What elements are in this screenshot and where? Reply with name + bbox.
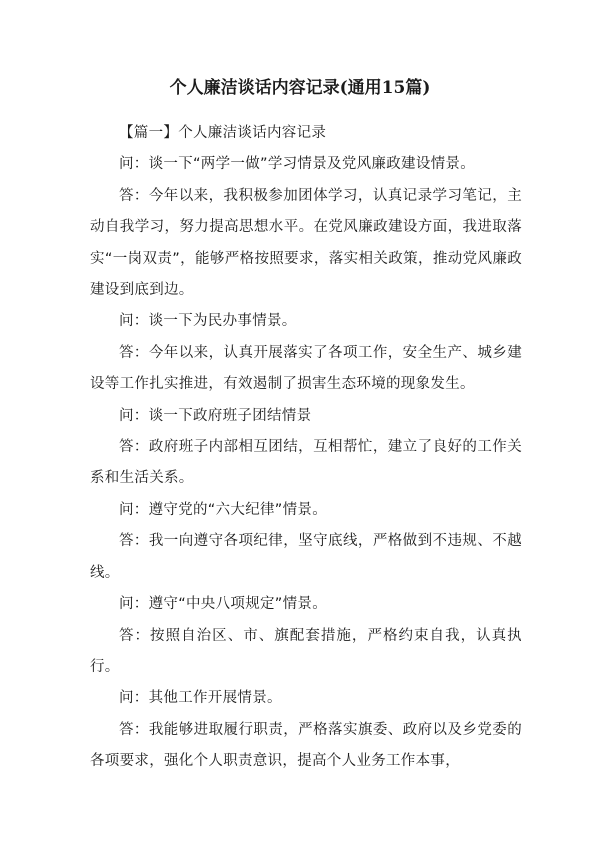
paragraph-question: 问：其他工作开展情景。	[119, 690, 282, 707]
paragraph-question: 问：谈一下为民办事情景。	[119, 313, 297, 330]
paragraph-answer: 答：今年以来，认真开展落实了各项工作，安全生产、城乡建设等工作扎实推进，有效遏制了损害生态环境的现象发生。	[90, 344, 522, 393]
section-heading: 【篇一】个人廉洁谈话内容记录	[119, 125, 327, 141]
paragraph-question: 问：谈一下政府班子团结情景	[119, 407, 312, 424]
paragraph-answer: 答：政府班子内部相互团结，互相帮忙，建立了良好的工作关系和生活关系。	[90, 439, 522, 487]
paragraph-question: 问：遵守“中央八项规定”情景。	[119, 596, 328, 613]
document-title: 个人廉洁谈话内容记录(通用15篇)	[169, 78, 431, 98]
paragraph-answer: 答：我能够进取履行职责，严格落实旗委、政府以及乡党委的各项要求，强化个人职责意识，提高个人业务工作本事，	[90, 721, 522, 770]
document-body	[90, 118, 522, 778]
paragraph-question: 问：遵守党的“六大纪律”情景。	[119, 501, 328, 518]
paragraph-answer: 答：按照自治区、市、旗配套措施，严格约束自我，认真执行。	[90, 627, 522, 675]
paragraph-answer: 答：我一向遵守各项纪律，坚守底线，严格做到不违规、不越线。	[90, 533, 522, 581]
paragraph-question: 问：谈一下“两学一做”学习情景及党风廉政建设情景。	[119, 156, 476, 173]
paragraph-answer: 答：今年以来，我积极参加团体学习，认真记录学习笔记，主动自我学习，努力提高思想水平。在党风廉政建设方面，我进取落实“一岗双责”，能够严格按照要求，落实相关政策，推动党风廉政建设到底到边。	[90, 187, 522, 299]
